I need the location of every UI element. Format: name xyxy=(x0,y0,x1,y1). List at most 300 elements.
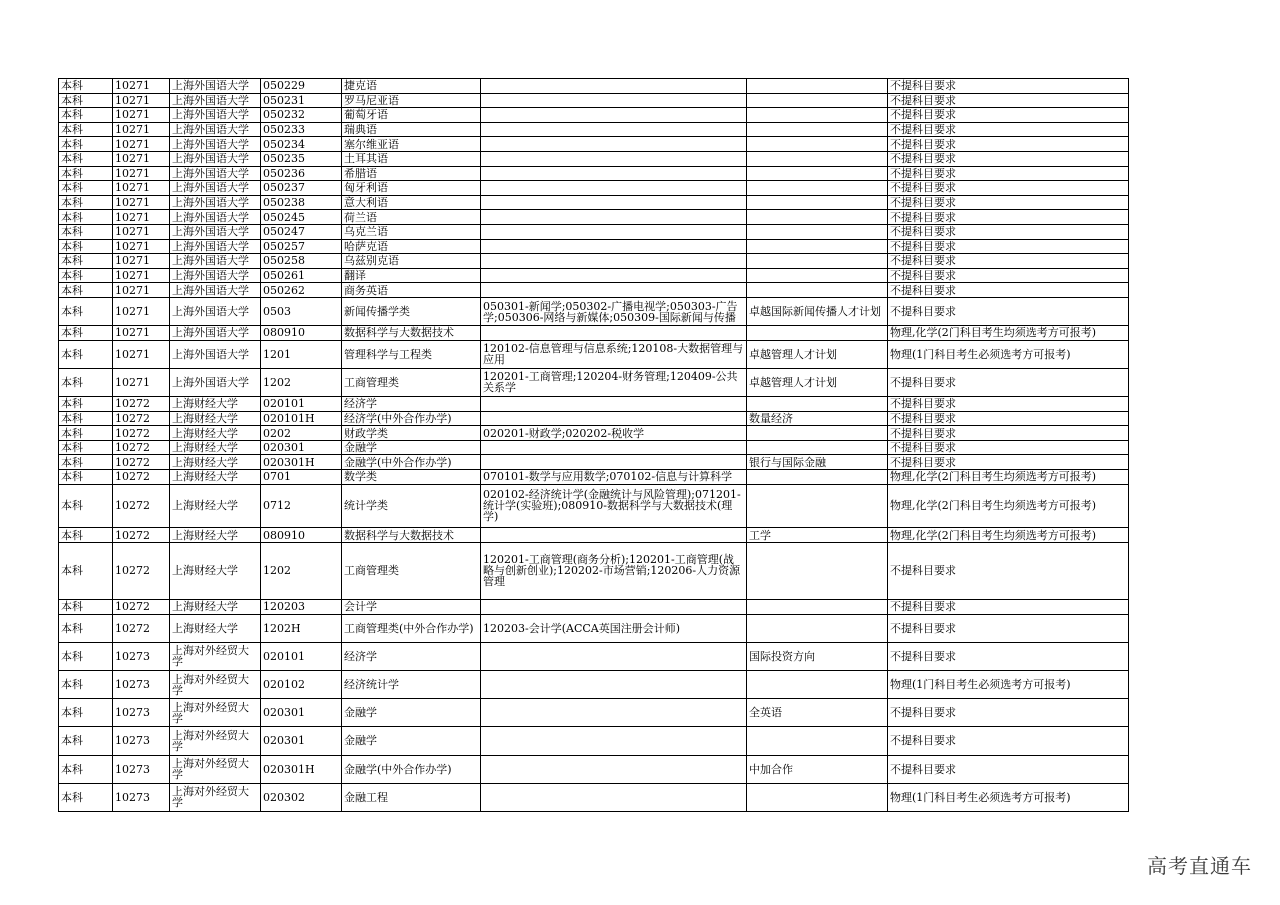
table-row xyxy=(59,426,1129,441)
table-row xyxy=(59,440,1129,455)
included-majors-cell xyxy=(481,93,747,108)
major-name-cell: 工商管理类(中外合作办学) xyxy=(342,614,481,642)
school-name-cell: 上海财经大学 xyxy=(170,470,261,485)
major-code-cell: 050231 xyxy=(261,93,342,108)
subject-requirement-cell: 不提科目要求 xyxy=(888,137,1129,152)
major-name-cell: 金融学(中外合作办学) xyxy=(342,455,481,470)
table-row xyxy=(59,297,1129,325)
major-code-cell: 020101 xyxy=(261,642,342,670)
level-cell: 本科 xyxy=(59,122,113,137)
remark-cell xyxy=(747,122,888,137)
level-cell: 本科 xyxy=(59,397,113,412)
major-code-cell: 0503 xyxy=(261,297,342,325)
school-code-cell: 10271 xyxy=(113,368,170,396)
major-code-cell: 1202 xyxy=(261,368,342,396)
table-row xyxy=(59,783,1129,811)
major-code-cell: 050247 xyxy=(261,224,342,239)
school-name-cell: 上海外国语大学 xyxy=(170,166,261,181)
level-cell: 本科 xyxy=(59,699,113,727)
table-row xyxy=(59,224,1129,239)
major-name-cell: 意大利语 xyxy=(342,195,481,210)
school-name-cell: 上海对外经贸大学 xyxy=(170,699,261,727)
major-name-cell: 统计学类 xyxy=(342,484,481,528)
included-majors-cell xyxy=(481,326,747,341)
major-code-cell: 080910 xyxy=(261,528,342,543)
school-code-cell: 10272 xyxy=(113,470,170,485)
level-cell: 本科 xyxy=(59,411,113,426)
major-code-cell: 1202H xyxy=(261,614,342,642)
school-name-cell: 上海对外经贸大学 xyxy=(170,642,261,670)
included-majors-cell xyxy=(481,137,747,152)
table-row xyxy=(59,239,1129,254)
table-row xyxy=(59,268,1129,283)
level-cell: 本科 xyxy=(59,340,113,368)
level-cell: 本科 xyxy=(59,108,113,123)
remark-cell xyxy=(747,326,888,341)
remark-cell: 银行与国际金融 xyxy=(747,455,888,470)
school-code-cell: 10271 xyxy=(113,297,170,325)
school-code-cell: 10271 xyxy=(113,210,170,225)
major-code-cell: 020101 xyxy=(261,397,342,412)
remark-cell xyxy=(747,397,888,412)
major-name-cell: 经济学(中外合作办学) xyxy=(342,411,481,426)
included-majors-cell xyxy=(481,195,747,210)
level-cell: 本科 xyxy=(59,326,113,341)
school-code-cell: 10271 xyxy=(113,93,170,108)
major-name-cell: 金融工程 xyxy=(342,783,481,811)
subject-requirement-cell: 不提科目要求 xyxy=(888,297,1129,325)
remark-cell xyxy=(747,484,888,528)
major-name-cell: 哈萨克语 xyxy=(342,239,481,254)
major-name-cell: 商务英语 xyxy=(342,283,481,298)
school-name-cell: 上海财经大学 xyxy=(170,397,261,412)
major-name-cell: 管理科学与工程类 xyxy=(342,340,481,368)
major-name-cell: 金融学 xyxy=(342,727,481,755)
major-name-cell: 财政学类 xyxy=(342,426,481,441)
remark-cell xyxy=(747,151,888,166)
major-code-cell: 080910 xyxy=(261,326,342,341)
major-name-cell: 新闻传播学类 xyxy=(342,297,481,325)
major-code-cell: 0712 xyxy=(261,484,342,528)
school-code-cell: 10272 xyxy=(113,600,170,615)
school-name-cell: 上海对外经贸大学 xyxy=(170,727,261,755)
school-name-cell: 上海财经大学 xyxy=(170,426,261,441)
remark-cell xyxy=(747,727,888,755)
included-majors-cell xyxy=(481,699,747,727)
school-code-cell: 10271 xyxy=(113,122,170,137)
table-row xyxy=(59,642,1129,670)
subject-requirement-cell: 不提科目要求 xyxy=(888,268,1129,283)
major-name-cell: 乌兹别克语 xyxy=(342,254,481,269)
included-majors-cell xyxy=(481,166,747,181)
school-code-cell: 10271 xyxy=(113,268,170,283)
major-code-cell: 050257 xyxy=(261,239,342,254)
admission-requirements-table xyxy=(58,78,1129,812)
level-cell: 本科 xyxy=(59,93,113,108)
school-name-cell: 上海外国语大学 xyxy=(170,254,261,269)
level-cell: 本科 xyxy=(59,727,113,755)
included-majors-cell xyxy=(481,783,747,811)
included-majors-cell: 020201-财政学;020202-税收学 xyxy=(481,426,747,441)
remark-cell xyxy=(747,239,888,254)
school-name-cell: 上海外国语大学 xyxy=(170,195,261,210)
school-code-cell: 10272 xyxy=(113,455,170,470)
table-row xyxy=(59,195,1129,210)
school-name-cell: 上海外国语大学 xyxy=(170,368,261,396)
level-cell: 本科 xyxy=(59,542,113,599)
level-cell: 本科 xyxy=(59,755,113,783)
remark-cell xyxy=(747,254,888,269)
major-code-cell: 050234 xyxy=(261,137,342,152)
remark-cell xyxy=(747,108,888,123)
table-row xyxy=(59,340,1129,368)
school-name-cell: 上海外国语大学 xyxy=(170,93,261,108)
level-cell: 本科 xyxy=(59,151,113,166)
remark-cell xyxy=(747,470,888,485)
school-code-cell: 10273 xyxy=(113,699,170,727)
table-row xyxy=(59,600,1129,615)
included-majors-cell xyxy=(481,440,747,455)
remark-cell xyxy=(747,440,888,455)
major-name-cell: 经济统计学 xyxy=(342,670,481,698)
major-code-cell: 020301H xyxy=(261,455,342,470)
remark-cell: 卓越管理人才计划 xyxy=(747,340,888,368)
school-code-cell: 10273 xyxy=(113,670,170,698)
major-code-cell: 050261 xyxy=(261,268,342,283)
level-cell: 本科 xyxy=(59,137,113,152)
remark-cell: 工学 xyxy=(747,528,888,543)
included-majors-cell xyxy=(481,224,747,239)
major-name-cell: 罗马尼亚语 xyxy=(342,93,481,108)
remark-cell xyxy=(747,181,888,196)
table-row xyxy=(59,181,1129,196)
included-majors-cell xyxy=(481,642,747,670)
school-name-cell: 上海外国语大学 xyxy=(170,181,261,196)
remark-cell xyxy=(747,166,888,181)
school-code-cell: 10273 xyxy=(113,783,170,811)
level-cell: 本科 xyxy=(59,297,113,325)
school-code-cell: 10271 xyxy=(113,181,170,196)
school-code-cell: 10273 xyxy=(113,755,170,783)
subject-requirement-cell: 物理,化学(2门科目考生均须选考方可报考) xyxy=(888,528,1129,543)
remark-cell xyxy=(747,783,888,811)
table-row xyxy=(59,137,1129,152)
school-code-cell: 10271 xyxy=(113,283,170,298)
school-name-cell: 上海财经大学 xyxy=(170,528,261,543)
school-name-cell: 上海财经大学 xyxy=(170,455,261,470)
watermark-logo-text: 高考直通车 xyxy=(1147,854,1252,878)
included-majors-cell: 020102-经济统计学(金融统计与风险管理);071201-统计学(实验班);080910-数据科学与大数据技术(理学) xyxy=(481,484,747,528)
subject-requirement-cell: 不提科目要求 xyxy=(888,166,1129,181)
included-majors-cell xyxy=(481,283,747,298)
level-cell: 本科 xyxy=(59,254,113,269)
major-name-cell: 荷兰语 xyxy=(342,210,481,225)
remark-cell xyxy=(747,542,888,599)
table-row xyxy=(59,79,1129,94)
table-row xyxy=(59,528,1129,543)
school-name-cell: 上海外国语大学 xyxy=(170,122,261,137)
subject-requirement-cell: 不提科目要求 xyxy=(888,411,1129,426)
major-code-cell: 050235 xyxy=(261,151,342,166)
major-code-cell: 050262 xyxy=(261,283,342,298)
major-code-cell: 050238 xyxy=(261,195,342,210)
school-code-cell: 10271 xyxy=(113,340,170,368)
included-majors-cell xyxy=(481,397,747,412)
school-name-cell: 上海外国语大学 xyxy=(170,326,261,341)
table-row xyxy=(59,210,1129,225)
table-row xyxy=(59,108,1129,123)
level-cell: 本科 xyxy=(59,783,113,811)
major-name-cell: 土耳其语 xyxy=(342,151,481,166)
remark-cell: 全英语 xyxy=(747,699,888,727)
level-cell: 本科 xyxy=(59,195,113,210)
table-row xyxy=(59,151,1129,166)
major-code-cell: 020102 xyxy=(261,670,342,698)
subject-requirement-cell: 不提科目要求 xyxy=(888,283,1129,298)
level-cell: 本科 xyxy=(59,455,113,470)
remark-cell: 卓越管理人才计划 xyxy=(747,368,888,396)
included-majors-cell xyxy=(481,210,747,225)
included-majors-cell xyxy=(481,755,747,783)
school-code-cell: 10271 xyxy=(113,224,170,239)
table-row xyxy=(59,470,1129,485)
major-code-cell: 050229 xyxy=(261,79,342,94)
subject-requirement-cell: 不提科目要求 xyxy=(888,727,1129,755)
school-code-cell: 10272 xyxy=(113,426,170,441)
remark-cell xyxy=(747,426,888,441)
school-code-cell: 10272 xyxy=(113,484,170,528)
school-code-cell: 10273 xyxy=(113,727,170,755)
included-majors-cell xyxy=(481,181,747,196)
subject-requirement-cell: 不提科目要求 xyxy=(888,397,1129,412)
level-cell: 本科 xyxy=(59,268,113,283)
school-code-cell: 10271 xyxy=(113,151,170,166)
table-row xyxy=(59,727,1129,755)
major-name-cell: 乌克兰语 xyxy=(342,224,481,239)
subject-requirement-cell: 不提科目要求 xyxy=(888,239,1129,254)
major-name-cell: 数据科学与大数据技术 xyxy=(342,326,481,341)
level-cell: 本科 xyxy=(59,166,113,181)
subject-requirement-cell: 不提科目要求 xyxy=(888,108,1129,123)
table-row xyxy=(59,166,1129,181)
included-majors-cell xyxy=(481,727,747,755)
school-name-cell: 上海外国语大学 xyxy=(170,108,261,123)
school-code-cell: 10272 xyxy=(113,542,170,599)
major-name-cell: 希腊语 xyxy=(342,166,481,181)
table-row xyxy=(59,326,1129,341)
major-name-cell: 经济学 xyxy=(342,397,481,412)
table-row xyxy=(59,755,1129,783)
major-code-cell: 020302 xyxy=(261,783,342,811)
school-code-cell: 10271 xyxy=(113,254,170,269)
table-body xyxy=(59,79,1129,812)
school-code-cell: 10273 xyxy=(113,642,170,670)
table-row xyxy=(59,122,1129,137)
table-row xyxy=(59,397,1129,412)
subject-requirement-cell: 不提科目要求 xyxy=(888,614,1129,642)
remark-cell xyxy=(747,268,888,283)
included-majors-cell: 120201-工商管理;120204-财务管理;120409-公共关系学 xyxy=(481,368,747,396)
subject-requirement-cell: 物理,化学(2门科目考生均须选考方可报考) xyxy=(888,484,1129,528)
subject-requirement-cell: 不提科目要求 xyxy=(888,642,1129,670)
subject-requirement-cell: 不提科目要求 xyxy=(888,195,1129,210)
major-code-cell: 0701 xyxy=(261,470,342,485)
major-name-cell: 工商管理类 xyxy=(342,542,481,599)
school-code-cell: 10271 xyxy=(113,79,170,94)
school-code-cell: 10271 xyxy=(113,108,170,123)
subject-requirement-cell: 不提科目要求 xyxy=(888,440,1129,455)
major-name-cell: 匈牙利语 xyxy=(342,181,481,196)
included-majors-cell xyxy=(481,411,747,426)
level-cell: 本科 xyxy=(59,642,113,670)
included-majors-cell xyxy=(481,79,747,94)
table-row xyxy=(59,368,1129,396)
subject-requirement-cell: 不提科目要求 xyxy=(888,542,1129,599)
school-name-cell: 上海外国语大学 xyxy=(170,210,261,225)
subject-requirement-cell: 不提科目要求 xyxy=(888,224,1129,239)
school-code-cell: 10271 xyxy=(113,166,170,181)
subject-requirement-cell: 不提科目要求 xyxy=(888,254,1129,269)
subject-requirement-cell: 物理,化学(2门科目考生均须选考方可报考) xyxy=(888,326,1129,341)
school-name-cell: 上海财经大学 xyxy=(170,542,261,599)
school-name-cell: 上海财经大学 xyxy=(170,440,261,455)
subject-requirement-cell: 不提科目要求 xyxy=(888,368,1129,396)
major-code-cell: 050236 xyxy=(261,166,342,181)
school-code-cell: 10271 xyxy=(113,137,170,152)
school-code-cell: 10271 xyxy=(113,326,170,341)
remark-cell xyxy=(747,614,888,642)
major-name-cell: 塞尔维亚语 xyxy=(342,137,481,152)
table-row xyxy=(59,411,1129,426)
school-name-cell: 上海财经大学 xyxy=(170,484,261,528)
major-code-cell: 0202 xyxy=(261,426,342,441)
remark-cell: 中加合作 xyxy=(747,755,888,783)
school-name-cell: 上海外国语大学 xyxy=(170,224,261,239)
school-name-cell: 上海外国语大学 xyxy=(170,297,261,325)
major-code-cell: 1202 xyxy=(261,542,342,599)
school-code-cell: 10272 xyxy=(113,411,170,426)
remark-cell xyxy=(747,195,888,210)
major-code-cell: 050233 xyxy=(261,122,342,137)
remark-cell xyxy=(747,283,888,298)
level-cell: 本科 xyxy=(59,484,113,528)
included-majors-cell xyxy=(481,670,747,698)
included-majors-cell xyxy=(481,455,747,470)
included-majors-cell xyxy=(481,239,747,254)
major-code-cell: 050258 xyxy=(261,254,342,269)
level-cell: 本科 xyxy=(59,600,113,615)
major-name-cell: 会计学 xyxy=(342,600,481,615)
subject-requirement-cell: 物理(1门科目考生必须选考方可报考) xyxy=(888,670,1129,698)
subject-requirement-cell: 不提科目要求 xyxy=(888,699,1129,727)
major-code-cell: 050232 xyxy=(261,108,342,123)
remark-cell xyxy=(747,670,888,698)
subject-requirement-cell: 不提科目要求 xyxy=(888,455,1129,470)
major-name-cell: 经济学 xyxy=(342,642,481,670)
school-code-cell: 10271 xyxy=(113,239,170,254)
table-row xyxy=(59,283,1129,298)
major-name-cell: 金融学 xyxy=(342,699,481,727)
school-name-cell: 上海外国语大学 xyxy=(170,137,261,152)
level-cell: 本科 xyxy=(59,283,113,298)
table-row xyxy=(59,699,1129,727)
table-row xyxy=(59,484,1129,528)
subject-requirement-cell: 不提科目要求 xyxy=(888,181,1129,196)
included-majors-cell xyxy=(481,528,747,543)
level-cell: 本科 xyxy=(59,79,113,94)
table-row xyxy=(59,542,1129,599)
subject-requirement-cell: 物理(1门科目考生必须选考方可报考) xyxy=(888,340,1129,368)
major-name-cell: 瑞典语 xyxy=(342,122,481,137)
included-majors-cell xyxy=(481,122,747,137)
major-name-cell: 金融学 xyxy=(342,440,481,455)
school-code-cell: 10272 xyxy=(113,614,170,642)
level-cell: 本科 xyxy=(59,239,113,254)
school-code-cell: 10271 xyxy=(113,195,170,210)
subject-requirement-cell: 不提科目要求 xyxy=(888,93,1129,108)
remark-cell xyxy=(747,79,888,94)
major-code-cell: 050237 xyxy=(261,181,342,196)
included-majors-cell xyxy=(481,108,747,123)
remark-cell xyxy=(747,224,888,239)
school-name-cell: 上海外国语大学 xyxy=(170,340,261,368)
included-majors-cell xyxy=(481,268,747,283)
school-name-cell: 上海外国语大学 xyxy=(170,268,261,283)
level-cell: 本科 xyxy=(59,426,113,441)
remark-cell: 数量经济 xyxy=(747,411,888,426)
school-name-cell: 上海对外经贸大学 xyxy=(170,670,261,698)
remark-cell xyxy=(747,600,888,615)
school-code-cell: 10272 xyxy=(113,440,170,455)
school-name-cell: 上海外国语大学 xyxy=(170,283,261,298)
level-cell: 本科 xyxy=(59,614,113,642)
major-code-cell: 020301 xyxy=(261,699,342,727)
school-name-cell: 上海外国语大学 xyxy=(170,151,261,166)
subject-requirement-cell: 不提科目要求 xyxy=(888,210,1129,225)
major-code-cell: 020301 xyxy=(261,440,342,455)
major-name-cell: 金融学(中外合作办学) xyxy=(342,755,481,783)
subject-requirement-cell: 不提科目要求 xyxy=(888,755,1129,783)
included-majors-cell: 120201-工商管理(商务分析);120201-工商管理(战略与创新创业);120202-市场营销;120206-人力资源管理 xyxy=(481,542,747,599)
major-name-cell: 数据科学与大数据技术 xyxy=(342,528,481,543)
major-code-cell: 120203 xyxy=(261,600,342,615)
major-name-cell: 葡萄牙语 xyxy=(342,108,481,123)
level-cell: 本科 xyxy=(59,528,113,543)
school-name-cell: 上海对外经贸大学 xyxy=(170,755,261,783)
major-code-cell: 050245 xyxy=(261,210,342,225)
subject-requirement-cell: 不提科目要求 xyxy=(888,79,1129,94)
major-code-cell: 020301H xyxy=(261,755,342,783)
level-cell: 本科 xyxy=(59,440,113,455)
school-code-cell: 10272 xyxy=(113,528,170,543)
table-row xyxy=(59,614,1129,642)
school-name-cell: 上海对外经贸大学 xyxy=(170,783,261,811)
level-cell: 本科 xyxy=(59,210,113,225)
table-row xyxy=(59,254,1129,269)
remark-cell: 国际投资方向 xyxy=(747,642,888,670)
level-cell: 本科 xyxy=(59,470,113,485)
school-name-cell: 上海财经大学 xyxy=(170,614,261,642)
school-name-cell: 上海外国语大学 xyxy=(170,79,261,94)
subject-requirement-cell: 不提科目要求 xyxy=(888,426,1129,441)
table-row xyxy=(59,455,1129,470)
included-majors-cell: 070101-数学与应用数学;070102-信息与计算科学 xyxy=(481,470,747,485)
major-name-cell: 数学类 xyxy=(342,470,481,485)
school-code-cell: 10272 xyxy=(113,397,170,412)
level-cell: 本科 xyxy=(59,181,113,196)
major-name-cell: 翻译 xyxy=(342,268,481,283)
major-code-cell: 1201 xyxy=(261,340,342,368)
